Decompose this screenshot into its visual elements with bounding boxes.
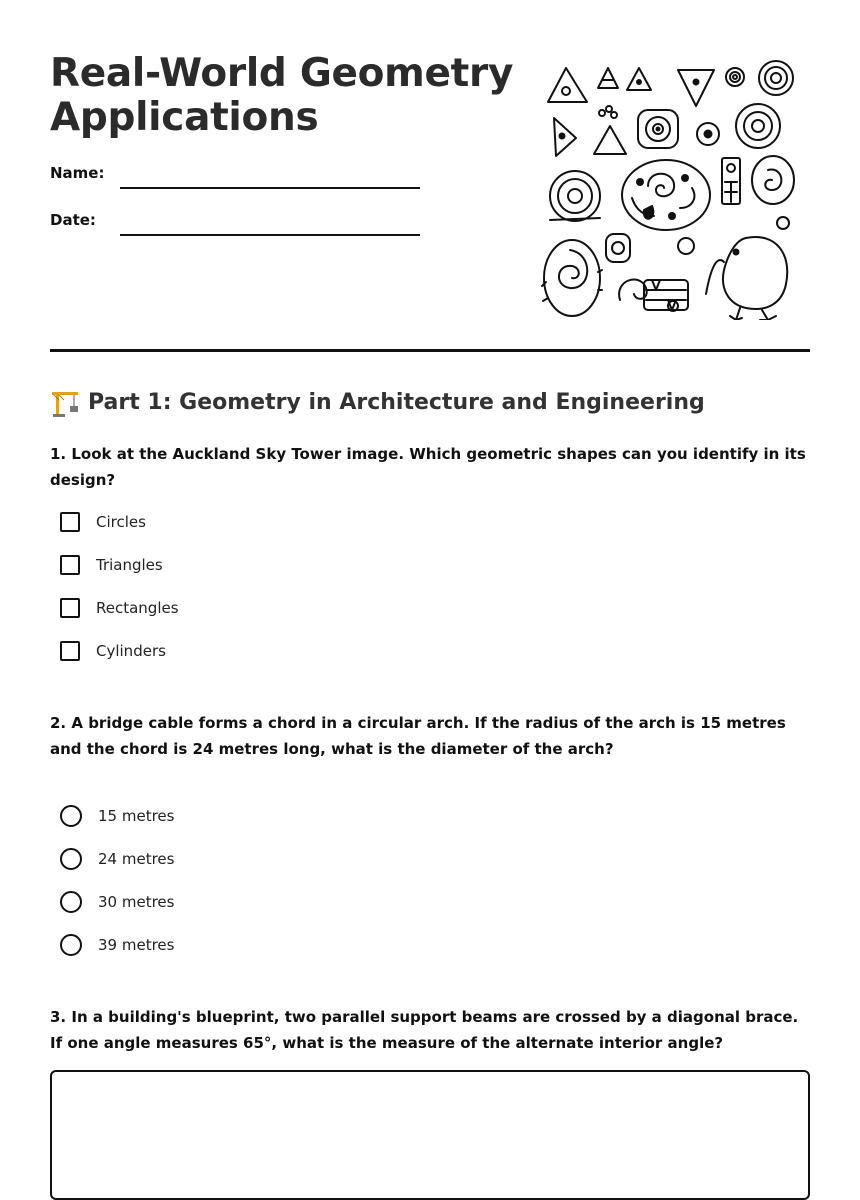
q1-option-cylinders[interactable] (60, 638, 166, 664)
question-1-text: 1. Look at the Auckland Sky Tower image. Which geometric shapes can you identify in its design? (50, 445, 806, 489)
header-divider (50, 349, 810, 352)
q2-option-label: 15 metres (98, 807, 175, 825)
q1-option-label: Cylinders (96, 642, 166, 660)
q1-option-triangles[interactable] (60, 552, 163, 578)
q2-option-label: 30 metres (98, 893, 175, 911)
q2-option-30-metres[interactable] (60, 889, 174, 915)
q2-option-39-metres[interactable] (60, 932, 174, 958)
q1-checkbox-triangles[interactable] (60, 555, 80, 575)
maori-pattern-illustration (540, 58, 800, 320)
name-field[interactable] (120, 187, 420, 189)
q1-checkbox-cylinders[interactable] (60, 641, 80, 661)
section-heading-part-1 (50, 386, 705, 420)
q1-checkbox-circles[interactable] (60, 512, 80, 532)
q2-option-15-metres[interactable] (60, 803, 174, 829)
q1-option-label: Circles (96, 513, 146, 531)
q1-option-circles[interactable] (60, 509, 146, 535)
q2-option-label: 39 metres (98, 936, 175, 954)
question-3-text: 3. In a building's blueprint, two parallel support beams are crossed by a diagonal brace. If one angle measures 65°, what is the measure of the alternate interior angle? (50, 1008, 799, 1052)
q2-radio-30-metres[interactable] (60, 891, 82, 913)
q1-checkbox-rectangles[interactable] (60, 598, 80, 618)
date-field[interactable] (120, 234, 420, 236)
q2-option-label: 24 metres (98, 850, 175, 868)
question-2-text: 2. A bridge cable forms a chord in a circular arch. If the radius of the arch is 15 metres and the chord is 24 metres long, what is the diameter of the arch? (50, 714, 786, 758)
q1-option-rectangles[interactable] (60, 595, 179, 621)
date-label: Date: (50, 211, 96, 229)
name-label: Name: (50, 164, 105, 182)
q2-option-24-metres[interactable] (60, 846, 174, 872)
worksheet-header (50, 50, 810, 352)
q1-option-label: Rectangles (96, 599, 179, 617)
q1-option-label: Triangles (96, 556, 163, 574)
q2-radio-24-metres[interactable] (60, 848, 82, 870)
worksheet-title: Real-World Geometry Applications (50, 51, 514, 140)
q3-answer-textarea[interactable] (50, 1070, 810, 1200)
crane-icon (50, 388, 80, 418)
q2-radio-39-metres[interactable] (60, 934, 82, 956)
q2-radio-15-metres[interactable] (60, 805, 82, 827)
section-title-text: Part 1: Geometry in Architecture and Engineering (88, 390, 705, 415)
